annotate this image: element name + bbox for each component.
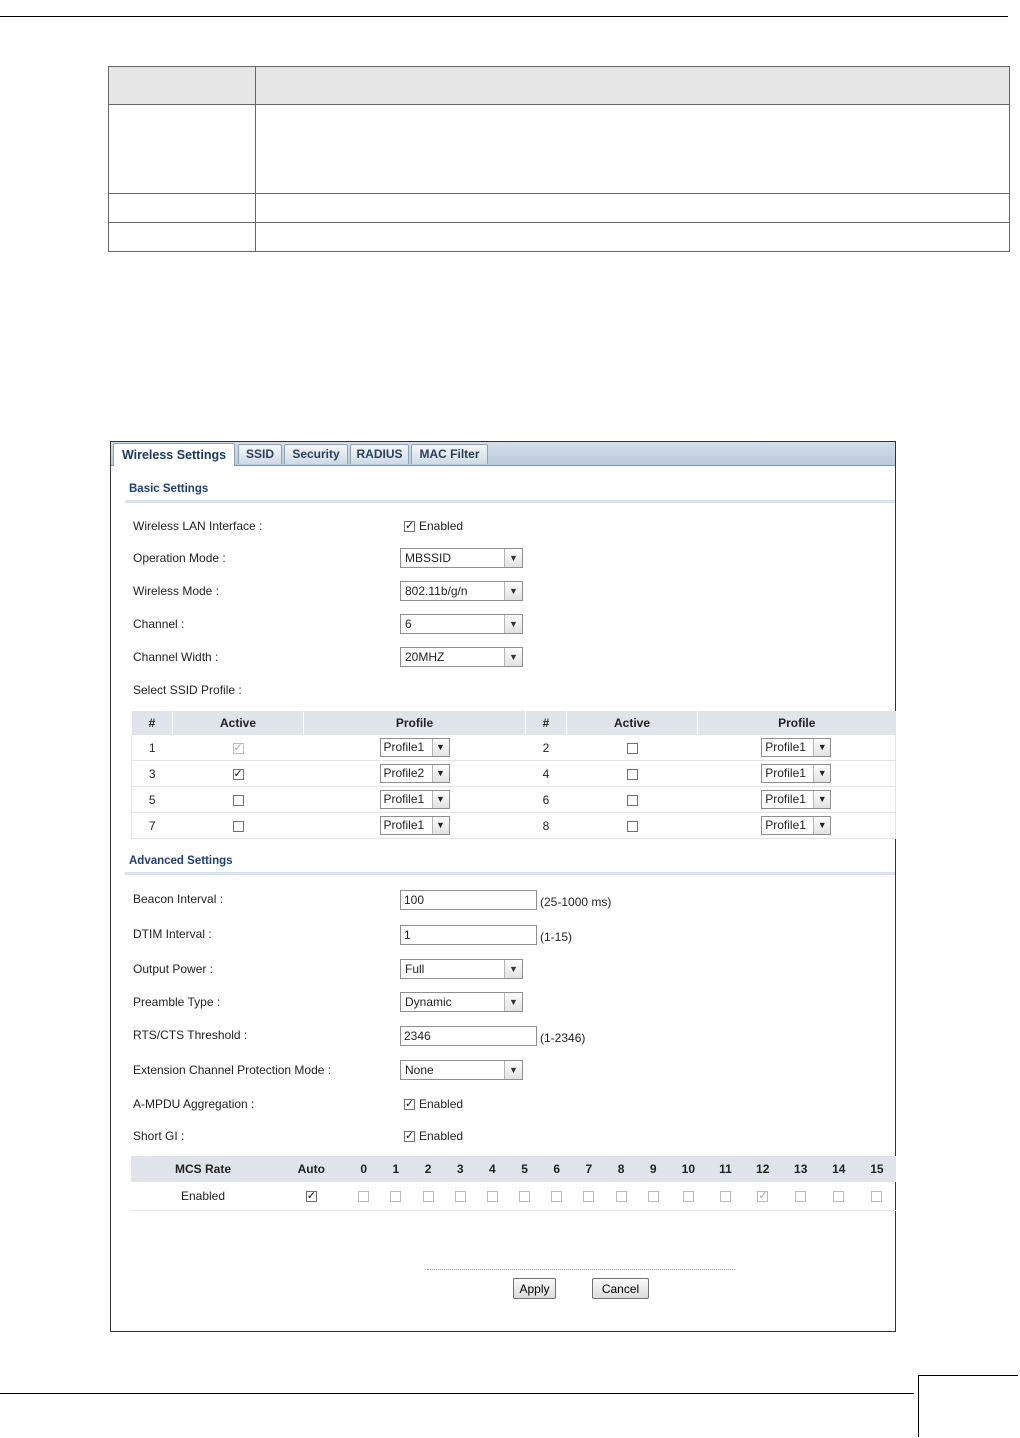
mcs-cell	[820, 1182, 858, 1211]
table-row	[132, 735, 896, 761]
ssid-active-checkbox[interactable]	[627, 769, 638, 780]
channel-width-label: Channel Width :	[133, 650, 219, 664]
ssid-index: 4	[526, 761, 567, 787]
advanced-settings-title: Advanced Settings	[129, 855, 233, 867]
table-cell	[109, 223, 256, 252]
chevron-down-icon: ▼	[504, 549, 522, 567]
mcs-col-header: 13	[782, 1156, 820, 1182]
ssid-active-checkbox[interactable]	[627, 821, 638, 832]
chevron-down-icon: ▼	[504, 615, 522, 633]
select-value: 6	[405, 617, 412, 631]
channel-width-select[interactable]	[400, 647, 523, 667]
mcs-checkbox[interactable]	[795, 1191, 806, 1202]
ssid-profile-cell	[304, 787, 526, 813]
wlan-interface-toggle	[404, 519, 463, 533]
ssid-profile-cell	[304, 813, 526, 839]
rts-threshold-unit: (1-2346)	[540, 1031, 586, 1045]
mcs-col-header: 14	[820, 1156, 858, 1182]
table-cell	[256, 105, 1010, 194]
table-row	[109, 105, 1010, 194]
ssid-index: 6	[526, 787, 567, 813]
mcs-col-header: 10	[669, 1156, 707, 1182]
mcs-checkbox[interactable]	[358, 1191, 369, 1202]
ampdu-label: A-MPDU Aggregation :	[133, 1097, 255, 1111]
ssid-active-cell	[567, 735, 698, 761]
chevron-down-icon: ▼	[813, 791, 830, 808]
wlan-enabled-checkbox[interactable]	[404, 521, 415, 532]
wireless-mode-label: Wireless Mode :	[133, 584, 220, 598]
table-cell	[109, 194, 256, 223]
wlan-interface-label: Wireless LAN Interface :	[133, 519, 263, 533]
mcs-checkbox[interactable]	[551, 1191, 562, 1202]
ampdu-enabled-label: Enabled	[419, 1097, 464, 1111]
output-power-select[interactable]	[400, 959, 523, 979]
mcs-col-header: Auto	[275, 1156, 348, 1182]
channel-select[interactable]	[400, 614, 523, 634]
ampdu-toggle	[404, 1097, 463, 1111]
wlan-enabled-label: Enabled	[419, 519, 464, 533]
chevron-down-icon: ▼	[504, 993, 522, 1011]
table-header-cell	[109, 67, 256, 105]
mcs-checkbox[interactable]	[616, 1191, 627, 1202]
table-row	[109, 194, 1010, 223]
mcs-cell	[412, 1182, 444, 1211]
ssid-active-cell	[173, 735, 304, 761]
col-header: #	[526, 711, 567, 735]
mcs-col-header: 4	[476, 1156, 508, 1182]
ssid-profile-table	[131, 711, 896, 839]
beacon-interval-label: Beacon Interval :	[133, 892, 224, 906]
mcs-col-header: 11	[707, 1156, 743, 1182]
chevron-down-icon: ▼	[432, 765, 449, 782]
ssid-index: 2	[526, 735, 567, 761]
mcs-checkbox[interactable]	[871, 1191, 882, 1202]
ssid-active-cell	[173, 761, 304, 787]
ssid-active-cell	[567, 813, 698, 839]
mcs-col-header: 6	[541, 1156, 573, 1182]
mcs-cell	[380, 1182, 412, 1211]
select-value: None	[405, 1063, 434, 1077]
table-cell	[256, 223, 1010, 252]
mcs-col-header: 0	[348, 1156, 380, 1182]
mcs-cell	[444, 1182, 476, 1211]
select-value: Profile1	[765, 766, 806, 780]
mcs-cell	[541, 1182, 573, 1211]
short-gi-toggle	[404, 1129, 463, 1143]
select-value: 802.11b/g/n	[405, 584, 468, 598]
chevron-down-icon: ▼	[432, 817, 449, 834]
ssid-active-checkbox[interactable]	[233, 795, 244, 806]
operation-mode-select[interactable]	[400, 548, 523, 568]
mcs-cell	[707, 1182, 743, 1211]
ssid-profile-label: Select SSID Profile :	[133, 683, 242, 697]
ssid-profile-select[interactable]	[380, 764, 450, 783]
col-header: Profile	[698, 711, 896, 735]
ssid-profile-select[interactable]	[761, 738, 831, 757]
chevron-down-icon: ▼	[432, 791, 449, 808]
mcs-row-label: Enabled	[131, 1182, 275, 1211]
dtim-interval-label: DTIM Interval :	[133, 927, 212, 941]
select-value: Dynamic	[405, 995, 452, 1009]
output-power-label: Output Power :	[133, 962, 214, 976]
ssid-profile-cell	[698, 813, 896, 839]
mcs-cell	[275, 1182, 348, 1211]
ssid-active-checkbox[interactable]	[627, 743, 638, 754]
ssid-active-checkbox[interactable]	[233, 821, 244, 832]
ext-channel-protection-select[interactable]	[400, 1060, 523, 1080]
mcs-cell	[782, 1182, 820, 1211]
select-value: MBSSID	[405, 551, 452, 565]
ssid-profile-select[interactable]	[761, 816, 831, 835]
table-row	[132, 813, 896, 839]
mcs-cell	[669, 1182, 707, 1211]
short-gi-label: Short GI :	[133, 1129, 185, 1143]
page-number-box	[918, 1375, 1018, 1437]
mcs-cell	[605, 1182, 637, 1211]
chevron-down-icon: ▼	[504, 1061, 522, 1079]
col-header: Profile	[304, 711, 526, 735]
rts-threshold-input[interactable]: 2346	[400, 1026, 537, 1046]
tab-radius[interactable]: RADIUS	[350, 444, 409, 464]
select-value: Profile1	[765, 818, 806, 832]
ssid-active-checkbox[interactable]	[233, 743, 244, 754]
mcs-rate-table	[131, 1156, 896, 1211]
mcs-cell	[348, 1182, 380, 1211]
col-header: Active	[173, 711, 304, 735]
section-divider	[125, 872, 895, 875]
preamble-type-select[interactable]	[400, 992, 523, 1012]
mcs-checkbox[interactable]	[455, 1191, 466, 1202]
chevron-down-icon: ▼	[504, 960, 522, 978]
mcs-checkbox[interactable]	[648, 1191, 659, 1202]
mcs-checkbox[interactable]	[487, 1191, 498, 1202]
basic-settings-title: Basic Settings	[129, 483, 209, 495]
mcs-col-header: 3	[444, 1156, 476, 1182]
ssid-index: 1	[132, 735, 173, 761]
mcs-col-header: 12	[744, 1156, 782, 1182]
channel-label: Channel :	[133, 617, 185, 631]
operation-mode-label: Operation Mode :	[133, 551, 226, 565]
mcs-checkbox[interactable]	[423, 1191, 434, 1202]
ssid-index: 8	[526, 813, 567, 839]
mcs-cell	[573, 1182, 605, 1211]
tab-wireless-settings[interactable]: Wireless Settings	[113, 443, 235, 466]
mcs-col-header: 1	[380, 1156, 412, 1182]
select-value: Profile1	[383, 740, 425, 754]
beacon-interval-unit: (25-1000 ms)	[540, 895, 612, 909]
preamble-type-label: Preamble Type :	[133, 995, 221, 1009]
mcs-checkbox[interactable]	[757, 1191, 768, 1202]
mcs-cell	[744, 1182, 782, 1211]
mcs-checkbox[interactable]	[833, 1191, 844, 1202]
ssid-index: 5	[132, 787, 173, 813]
chevron-down-icon: ▼	[504, 648, 522, 666]
short-gi-enabled-checkbox[interactable]	[404, 1131, 415, 1142]
ssid-profile-cell	[698, 787, 896, 813]
tab-mac-filter[interactable]: MAC Filter	[411, 444, 488, 464]
tab-security[interactable]: Security	[284, 444, 348, 464]
mcs-col-header: 8	[605, 1156, 637, 1182]
mcs-cell	[858, 1182, 896, 1211]
col-header: #	[132, 711, 173, 735]
chevron-down-icon: ▼	[813, 739, 830, 756]
mcs-checkbox[interactable]	[720, 1191, 731, 1202]
wireless-settings-panel	[110, 441, 896, 1332]
mcs-checkbox[interactable]	[683, 1191, 694, 1202]
mcs-checkbox[interactable]	[519, 1191, 530, 1202]
mcs-checkbox[interactable]	[390, 1191, 401, 1202]
rts-threshold-label: RTS/CTS Threshold :	[133, 1028, 248, 1042]
ssid-profile-cell	[698, 735, 896, 761]
button-divider	[427, 1269, 735, 1270]
mcs-cell	[637, 1182, 669, 1211]
mcs-cell	[476, 1182, 508, 1211]
ssid-profile-cell	[304, 735, 526, 761]
ssid-active-cell	[567, 787, 698, 813]
cancel-button[interactable]: Cancel	[592, 1278, 649, 1299]
chevron-down-icon: ▼	[432, 739, 449, 756]
select-value: Full	[405, 962, 425, 976]
header-rule	[0, 16, 1008, 17]
beacon-interval-input[interactable]: 100	[400, 890, 537, 910]
ssid-active-cell	[173, 813, 304, 839]
ssid-profile-select[interactable]	[761, 764, 831, 783]
ssid-active-cell	[173, 787, 304, 813]
ampdu-enabled-checkbox[interactable]	[404, 1099, 415, 1110]
chevron-down-icon: ▼	[813, 765, 830, 782]
table-row	[132, 787, 896, 813]
ext-channel-protection-label: Extension Channel Protection Mode :	[133, 1063, 332, 1077]
ssid-profile-cell	[698, 761, 896, 787]
ssid-profile-select[interactable]	[380, 790, 450, 809]
description-table	[108, 66, 1010, 252]
mcs-col-header: 9	[637, 1156, 669, 1182]
select-value: Profile1	[765, 792, 806, 806]
select-value: Profile2	[383, 766, 425, 780]
mcs-checkbox[interactable]	[306, 1191, 317, 1202]
table-cell	[109, 105, 256, 194]
ssid-index: 3	[132, 761, 173, 787]
ssid-profile-select[interactable]	[380, 738, 450, 757]
ssid-index: 7	[132, 813, 173, 839]
col-header: Active	[567, 711, 698, 735]
apply-button[interactable]: Apply	[513, 1278, 556, 1299]
dtim-interval-input[interactable]: 1	[400, 925, 537, 945]
table-row	[132, 761, 896, 787]
ssid-profile-cell	[304, 761, 526, 787]
footer-rule	[0, 1393, 914, 1394]
mcs-col-header: 15	[858, 1156, 896, 1182]
section-divider	[125, 500, 895, 503]
select-value: Profile1	[383, 792, 425, 806]
mcs-col-header: 2	[412, 1156, 444, 1182]
dtim-interval-unit: (1-15)	[540, 930, 573, 944]
chevron-down-icon: ▼	[504, 582, 522, 600]
table-row	[109, 223, 1010, 252]
chevron-down-icon: ▼	[813, 817, 830, 834]
tab-ssid[interactable]: SSID	[238, 444, 282, 464]
short-gi-enabled-label: Enabled	[419, 1129, 464, 1143]
select-value: Profile1	[765, 740, 806, 754]
mcs-col-header: 5	[508, 1156, 540, 1182]
ssid-active-cell	[567, 761, 698, 787]
mcs-rate-header: MCS Rate	[131, 1156, 275, 1182]
select-value: 20MHZ	[405, 650, 445, 664]
ssid-active-checkbox[interactable]	[627, 795, 638, 806]
ssid-profile-select[interactable]	[761, 790, 831, 809]
wireless-mode-select[interactable]	[400, 581, 523, 601]
table-header-cell	[256, 67, 1010, 105]
table-cell	[256, 194, 1010, 223]
mcs-checkbox[interactable]	[583, 1191, 594, 1202]
ssid-profile-select[interactable]	[380, 816, 450, 835]
mcs-cell	[508, 1182, 540, 1211]
tab-bar	[111, 442, 895, 466]
ssid-active-checkbox[interactable]	[233, 769, 244, 780]
select-value: Profile1	[383, 818, 425, 832]
mcs-col-header: 7	[573, 1156, 605, 1182]
